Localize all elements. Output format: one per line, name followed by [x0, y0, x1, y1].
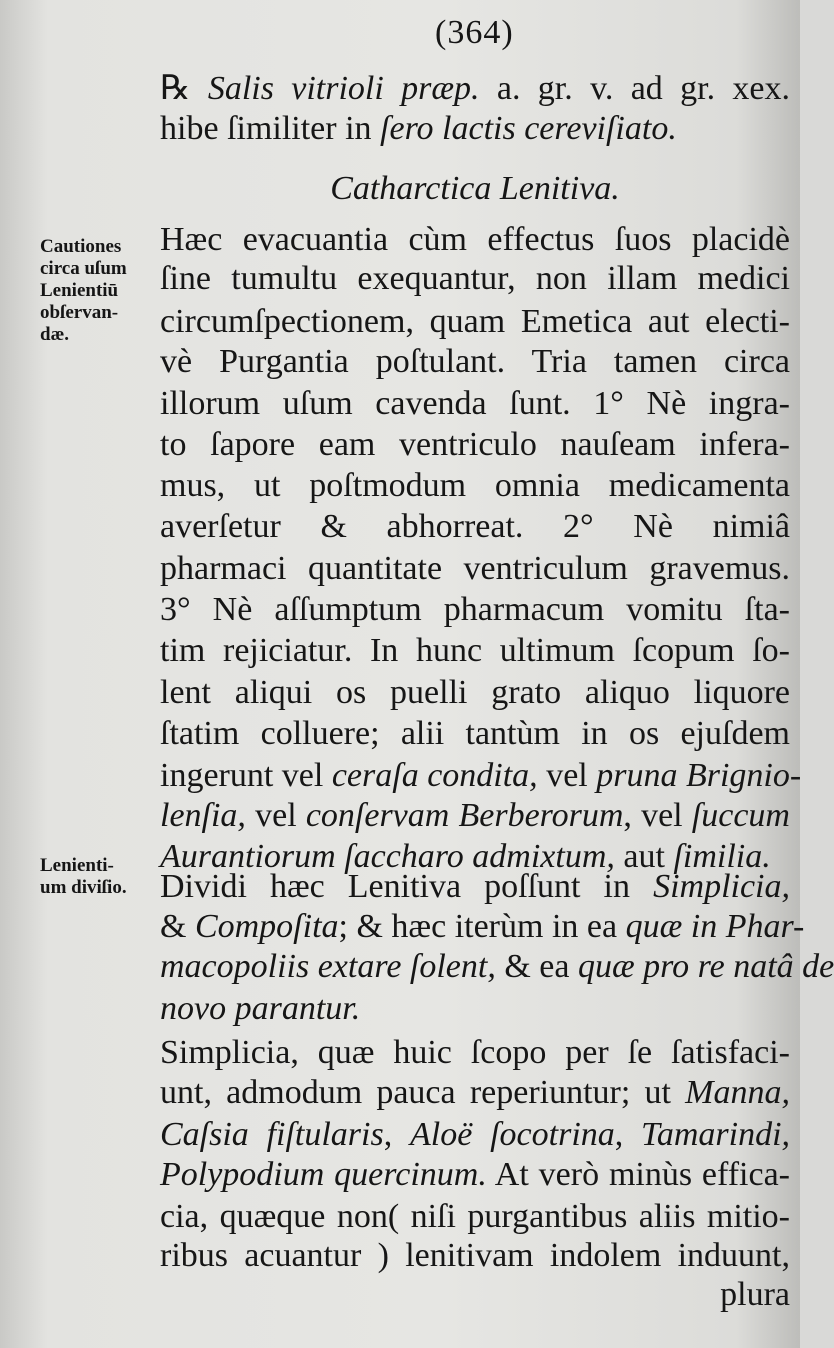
text-line	[160, 301, 790, 342]
italic-span: Tamarindi,	[641, 1116, 791, 1153]
text-span: hibe ſimiliter in	[160, 110, 381, 147]
text-span: ℞	[160, 70, 208, 107]
text-span: cia, quæque non( niſi purgantibus aliis mitio-	[160, 1198, 790, 1235]
text-line	[160, 795, 790, 836]
italic-span: macopoliis extare ſolent,	[160, 948, 496, 985]
text-line	[160, 68, 790, 109]
italic-span: Caſsia fiſtularis	[160, 1116, 384, 1153]
text-line	[160, 713, 790, 754]
page-number: (364)	[435, 14, 514, 51]
text-span: ; & hæc iterùm in ea	[338, 908, 626, 945]
text-line	[160, 1235, 790, 1276]
text-line	[160, 465, 790, 506]
text-line	[160, 1072, 790, 1113]
text-span: & ea	[495, 948, 578, 985]
margin-note-line: Lenientiū	[40, 280, 119, 301]
margin-note-line: circa uſum	[40, 258, 127, 279]
text-line	[160, 108, 790, 149]
text-span: ingerunt vel	[160, 757, 332, 794]
text-span: ſtatim colluere; alii tantùm in os ejuſdem	[160, 715, 790, 752]
text-line	[160, 988, 790, 1029]
text-span: ſine tumultu exequantur, non illam medici	[160, 260, 790, 297]
text-span: &	[160, 908, 195, 945]
text-span: pharmaci quantitate ventriculum gravemus.	[160, 550, 790, 587]
italic-span: Salis vitrioli præp.	[207, 70, 480, 107]
text-line	[160, 755, 802, 796]
italic-span: Simplicia,	[653, 868, 790, 905]
text-line	[160, 672, 790, 713]
text-span: to ſapore eam ventriculo nauſeam infera-	[160, 426, 790, 463]
text-line	[160, 589, 790, 630]
text-line	[160, 1114, 790, 1155]
margin-note-line: Cautiones	[40, 236, 122, 257]
text-span: tim rejiciatur. In hunc ultimum ſcopum ſo-	[160, 632, 790, 669]
italic-span: ceraſa condita,	[331, 757, 538, 794]
text-span: At verò minùs effica-	[486, 1156, 790, 1193]
text-span: vel	[245, 797, 306, 834]
margin-note	[40, 236, 166, 346]
italic-span: Polypodium quercinum.	[160, 1156, 487, 1193]
text-span: Simplicia, quæ huic ſcopo per ſe ſatisfaci-	[160, 1034, 790, 1071]
text-span: ,	[614, 1116, 642, 1153]
italic-span: Aurantiorum ſaccharo admixtum,	[160, 838, 615, 875]
margin-note	[40, 855, 166, 899]
text-span: , vel	[623, 797, 692, 834]
italic-span: ſimilia.	[673, 838, 771, 875]
text-line	[160, 383, 790, 424]
text-span: circumſpectionem, quam Emetica aut electi-	[160, 303, 790, 340]
text-span: lent aliqui os puelli grato aliquo liquore	[160, 674, 790, 711]
text-span: vel	[537, 757, 597, 794]
text-line	[160, 506, 790, 547]
text-span: Hæc evacuantia cùm effectus ſuos placidè	[160, 221, 790, 258]
text-line	[160, 946, 834, 987]
text-line	[160, 906, 805, 947]
italic-span: Compoſita	[194, 908, 339, 945]
italic-span: quæ in Phar-	[625, 908, 805, 945]
text-span: averſetur & abhorreat. 2° Nè nimiâ	[160, 508, 790, 545]
text-span: mus, ut poſtmodum omnia medicamenta	[160, 467, 790, 504]
text-span: Dividi hæc Lenitiva poſſunt in	[160, 868, 654, 905]
text-line	[160, 258, 790, 299]
section-heading	[160, 168, 790, 209]
margin-note-line: Lenienti-	[40, 855, 114, 876]
text-span: a. gr. v. ad gr. xex.	[479, 70, 790, 107]
text-span: illorum uſum cavenda ſunt. 1° Nè ingra-	[160, 385, 790, 422]
italic-span: Aloë ſocotrina	[410, 1116, 615, 1153]
margin-note-line: um diviſio.	[40, 877, 127, 898]
text-line	[160, 341, 790, 382]
italic-span: conſervam Berberorum	[305, 797, 624, 834]
margin-note-line: dæ.	[40, 324, 70, 345]
text-span: unt, admodum pauca reperiuntur; ut	[160, 1074, 686, 1111]
text-line	[160, 424, 790, 465]
catchword: plura	[720, 1276, 790, 1313]
text-line	[160, 219, 790, 260]
italic-span: quæ pro re natâ de	[577, 948, 834, 985]
margin-note-line: obſervan-	[40, 302, 119, 323]
italic-span: lenſia,	[160, 797, 246, 834]
italic-span: pruna Brignio-	[596, 757, 802, 794]
italic-span: ſero lactis cereviſiato.	[380, 110, 677, 147]
text-span: vè Purgantia poſtulant. Tria tamen circa	[160, 343, 790, 380]
text-line	[160, 866, 790, 907]
text-line	[160, 1154, 790, 1195]
text-line	[160, 630, 790, 671]
italic-span: ſuccum	[691, 797, 790, 834]
text-line	[160, 1032, 790, 1073]
text-line	[160, 1196, 790, 1237]
text-span: aut	[614, 838, 674, 875]
text-span: 3° Nè aſſumptum pharmacum vomitu ſta-	[160, 591, 790, 628]
italic-span: Manna,	[685, 1074, 790, 1111]
text-line	[160, 548, 790, 589]
italic-span: Catharctica Lenitiva.	[330, 170, 620, 207]
italic-span: novo parantur.	[160, 990, 361, 1027]
text-span: ribus acuantur ) lenitivam indolem induunt,	[160, 1237, 790, 1274]
text-span: ,	[383, 1116, 411, 1153]
